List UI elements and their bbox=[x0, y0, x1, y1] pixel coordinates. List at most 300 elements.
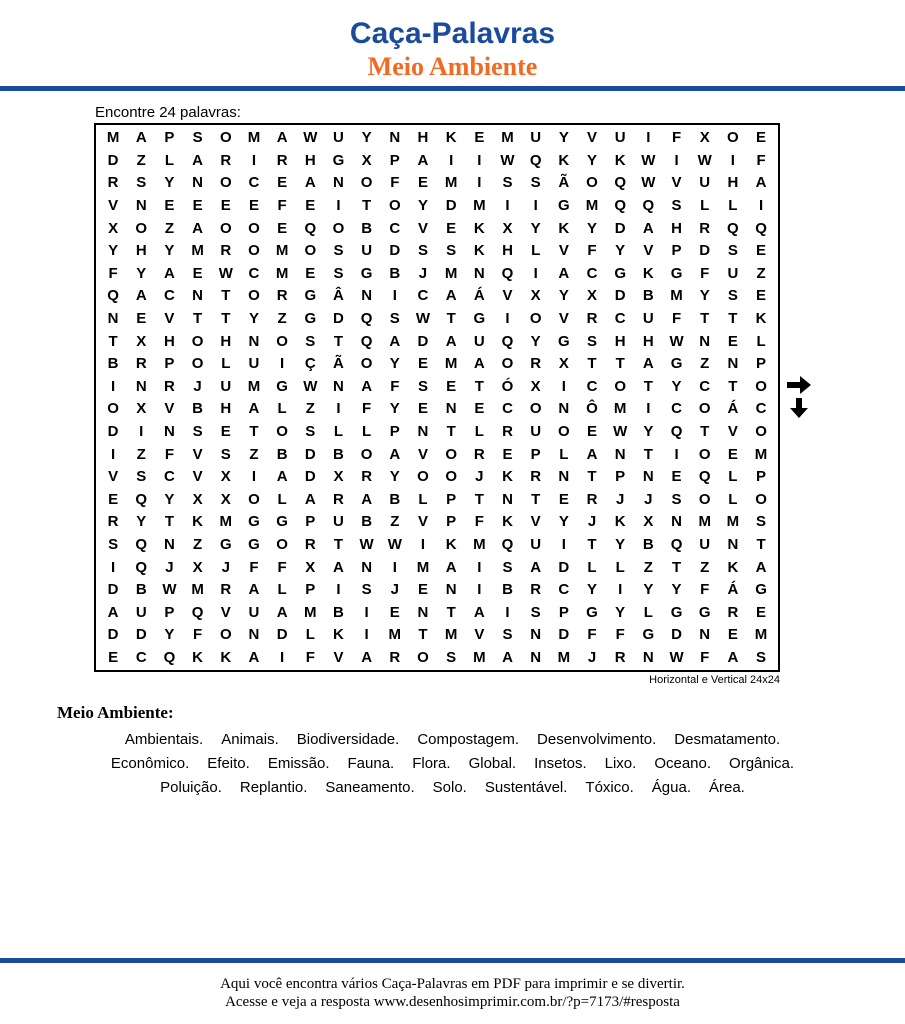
grid-cell[interactable]: J bbox=[390, 581, 399, 599]
grid-cell[interactable]: W bbox=[162, 581, 177, 599]
grid-cell[interactable]: M bbox=[726, 513, 740, 531]
grid-cell[interactable]: Q bbox=[727, 219, 739, 237]
grid-cell[interactable]: G bbox=[586, 603, 598, 621]
grid-cell[interactable]: O bbox=[248, 242, 260, 260]
grid-cell[interactable]: A bbox=[389, 332, 401, 350]
grid-cell[interactable]: M bbox=[247, 129, 261, 147]
grid-cell[interactable]: A bbox=[473, 603, 485, 621]
grid-cell[interactable]: G bbox=[304, 287, 317, 305]
grid-cell[interactable]: Á bbox=[727, 400, 739, 418]
grid-cell[interactable]: L bbox=[531, 242, 541, 260]
grid-cell[interactable]: O bbox=[219, 626, 232, 644]
grid-cell[interactable]: C bbox=[164, 287, 175, 305]
grid-cell[interactable]: M bbox=[557, 648, 571, 666]
grid-cell[interactable]: E bbox=[192, 264, 203, 282]
grid-cell[interactable]: D bbox=[333, 310, 344, 328]
grid-cell[interactable]: O bbox=[332, 219, 345, 237]
grid-cell[interactable]: B bbox=[642, 535, 654, 553]
grid-cell[interactable]: A bbox=[530, 558, 542, 576]
grid-cell[interactable]: H bbox=[135, 242, 147, 260]
grid-cell[interactable]: C bbox=[586, 377, 598, 395]
grid-cell[interactable]: G bbox=[670, 355, 683, 373]
grid-cell[interactable]: W bbox=[387, 535, 402, 553]
grid-cell[interactable]: E bbox=[277, 219, 288, 237]
grid-cell[interactable]: O bbox=[276, 423, 288, 441]
grid-cell[interactable]: N bbox=[192, 287, 204, 305]
grid-cell[interactable]: O bbox=[755, 423, 767, 441]
grid-cell[interactable]: L bbox=[756, 332, 766, 350]
grid-cell[interactable]: A bbox=[642, 219, 654, 237]
grid-cell[interactable]: P bbox=[389, 423, 400, 441]
grid-cell[interactable]: A bbox=[135, 287, 147, 305]
grid-cell[interactable]: M bbox=[247, 377, 261, 395]
grid-cell[interactable]: Z bbox=[756, 264, 766, 282]
grid-cell[interactable]: P bbox=[671, 242, 682, 260]
grid-cell[interactable]: Á bbox=[727, 581, 739, 599]
grid-cell[interactable]: G bbox=[670, 603, 683, 621]
grid-cell[interactable]: A bbox=[304, 174, 316, 192]
grid-cell[interactable]: U bbox=[248, 355, 260, 373]
grid-cell[interactable]: B bbox=[361, 513, 373, 531]
grid-cell[interactable]: M bbox=[219, 513, 233, 531]
grid-cell[interactable]: Y bbox=[136, 513, 147, 531]
grid-cell[interactable]: J bbox=[616, 490, 625, 508]
grid-cell[interactable]: G bbox=[276, 377, 288, 395]
grid-cell[interactable]: N bbox=[333, 174, 344, 192]
grid-cell[interactable]: S bbox=[446, 242, 457, 260]
grid-cell[interactable]: U bbox=[361, 242, 373, 260]
grid-cell[interactable]: F bbox=[249, 558, 259, 576]
grid-cell[interactable]: N bbox=[135, 197, 147, 215]
grid-cell[interactable]: E bbox=[417, 581, 428, 599]
grid-cell[interactable]: F bbox=[164, 445, 175, 463]
grid-cell[interactable]: D bbox=[417, 332, 429, 350]
grid-cell[interactable]: Z bbox=[164, 219, 175, 237]
grid-cell[interactable]: G bbox=[670, 264, 683, 282]
grid-cell[interactable]: F bbox=[671, 129, 682, 147]
grid-cell[interactable]: T bbox=[446, 310, 456, 328]
grid-cell[interactable]: F bbox=[305, 648, 315, 666]
grid-cell[interactable]: V bbox=[558, 310, 569, 328]
grid-cell[interactable]: I bbox=[646, 400, 651, 418]
grid-cell[interactable]: N bbox=[164, 423, 175, 441]
grid-cell[interactable]: X bbox=[530, 377, 541, 395]
grid-cell[interactable]: I bbox=[336, 400, 341, 418]
grid-cell[interactable]: O bbox=[219, 174, 232, 192]
grid-cell[interactable]: N bbox=[530, 648, 542, 666]
grid-cell[interactable]: Y bbox=[164, 626, 175, 644]
grid-cell[interactable]: Y bbox=[558, 129, 569, 147]
grid-cell[interactable]: D bbox=[304, 445, 316, 463]
grid-cell[interactable]: I bbox=[392, 558, 397, 576]
grid-cell[interactable]: W bbox=[415, 310, 431, 328]
grid-cell[interactable]: Q bbox=[360, 332, 373, 350]
grid-cell[interactable]: T bbox=[474, 377, 484, 395]
grid-cell[interactable]: Q bbox=[163, 648, 176, 666]
grid-cell[interactable]: X bbox=[136, 332, 147, 350]
grid-cell[interactable]: Y bbox=[164, 490, 175, 508]
grid-cell[interactable]: U bbox=[530, 129, 542, 147]
grid-cell[interactable]: W bbox=[697, 151, 712, 169]
grid-cell[interactable]: K bbox=[558, 219, 570, 237]
grid-cell[interactable]: F bbox=[277, 558, 287, 576]
grid-cell[interactable]: R bbox=[276, 151, 288, 169]
grid-cell[interactable]: V bbox=[502, 287, 513, 305]
grid-cell[interactable]: A bbox=[417, 151, 429, 169]
grid-cell[interactable]: P bbox=[756, 355, 767, 373]
grid-cell[interactable]: E bbox=[727, 332, 738, 350]
grid-cell[interactable]: A bbox=[361, 490, 373, 508]
grid-cell[interactable]: J bbox=[587, 648, 597, 666]
grid-cell[interactable]: D bbox=[558, 558, 570, 576]
grid-cell[interactable]: A bbox=[755, 558, 767, 576]
grid-cell[interactable]: K bbox=[502, 513, 513, 531]
grid-cell[interactable]: X bbox=[530, 287, 541, 305]
grid-cell[interactable]: M bbox=[191, 242, 204, 260]
grid-cell[interactable]: O bbox=[755, 377, 767, 395]
grid-cell[interactable]: S bbox=[192, 423, 203, 441]
grid-cell[interactable]: R bbox=[220, 581, 232, 599]
grid-cell[interactable]: O bbox=[107, 400, 119, 418]
grid-cell[interactable]: H bbox=[727, 174, 739, 192]
grid-cell[interactable]: V bbox=[108, 197, 119, 215]
grid-cell[interactable]: T bbox=[193, 310, 203, 328]
grid-cell[interactable]: D bbox=[107, 581, 119, 599]
grid-cell[interactable]: J bbox=[418, 264, 428, 282]
grid-cell[interactable]: X bbox=[361, 151, 372, 169]
grid-cell[interactable]: G bbox=[360, 264, 373, 282]
grid-cell[interactable]: A bbox=[192, 151, 204, 169]
grid-cell[interactable]: H bbox=[220, 332, 232, 350]
grid-cell[interactable]: O bbox=[360, 355, 373, 373]
grid-cell[interactable]: J bbox=[587, 513, 597, 531]
grid-cell[interactable]: E bbox=[558, 490, 569, 508]
grid-cell[interactable]: I bbox=[758, 197, 764, 215]
grid-cell[interactable]: Y bbox=[389, 400, 400, 418]
grid-cell[interactable]: T bbox=[418, 626, 428, 644]
grid-cell[interactable]: N bbox=[248, 332, 260, 350]
grid-cell[interactable]: E bbox=[502, 445, 513, 463]
grid-cell[interactable]: E bbox=[277, 174, 288, 192]
grid-cell[interactable]: O bbox=[248, 287, 260, 305]
grid-cell[interactable]: I bbox=[533, 197, 538, 215]
grid-cell[interactable]: Z bbox=[305, 400, 315, 418]
grid-cell[interactable]: W bbox=[218, 264, 233, 282]
grid-cell[interactable]: Z bbox=[136, 445, 146, 463]
grid-cell[interactable]: K bbox=[614, 513, 626, 531]
grid-cell[interactable]: C bbox=[502, 400, 513, 418]
grid-cell[interactable]: E bbox=[164, 197, 175, 215]
grid-cell[interactable]: D bbox=[276, 626, 288, 644]
grid-cell[interactable]: Y bbox=[615, 535, 626, 553]
grid-cell[interactable]: L bbox=[587, 558, 597, 576]
grid-cell[interactable]: U bbox=[699, 174, 711, 192]
grid-cell[interactable]: J bbox=[644, 490, 653, 508]
grid-cell[interactable]: I bbox=[674, 151, 679, 169]
grid-cell[interactable]: E bbox=[587, 423, 598, 441]
grid-cell[interactable]: T bbox=[446, 423, 456, 441]
grid-cell[interactable]: I bbox=[139, 423, 144, 441]
grid-cell[interactable]: T bbox=[643, 377, 653, 395]
grid-cell[interactable]: E bbox=[727, 445, 738, 463]
grid-cell[interactable]: X bbox=[305, 558, 316, 576]
grid-cell[interactable]: Y bbox=[164, 174, 175, 192]
grid-cell[interactable]: M bbox=[444, 174, 458, 192]
grid-cell[interactable]: M bbox=[444, 355, 458, 373]
grid-cell[interactable]: K bbox=[642, 264, 654, 282]
grid-cell[interactable]: O bbox=[614, 377, 627, 395]
grid-cell[interactable]: G bbox=[332, 151, 345, 169]
grid-cell[interactable]: N bbox=[558, 468, 570, 486]
grid-cell[interactable]: T bbox=[700, 423, 710, 441]
grid-cell[interactable]: N bbox=[107, 310, 119, 328]
grid-cell[interactable]: T bbox=[728, 377, 738, 395]
grid-cell[interactable]: H bbox=[502, 242, 513, 260]
grid-cell[interactable]: R bbox=[530, 355, 542, 373]
grid-cell[interactable]: Y bbox=[164, 242, 175, 260]
grid-cell[interactable]: M bbox=[473, 648, 486, 666]
grid-cell[interactable]: O bbox=[276, 332, 288, 350]
grid-cell[interactable]: D bbox=[304, 468, 316, 486]
grid-cell[interactable]: T bbox=[671, 558, 682, 576]
grid-cell[interactable]: C bbox=[614, 310, 626, 328]
grid-cell[interactable]: U bbox=[473, 332, 485, 350]
grid-cell[interactable]: O bbox=[501, 355, 514, 373]
grid-cell[interactable]: Á bbox=[473, 287, 485, 305]
grid-cell[interactable]: E bbox=[756, 242, 767, 260]
grid-cell[interactable]: L bbox=[164, 151, 175, 169]
grid-cell[interactable]: S bbox=[502, 558, 513, 576]
grid-cell[interactable]: A bbox=[192, 219, 204, 237]
grid-cell[interactable]: Q bbox=[135, 490, 148, 508]
grid-cell[interactable]: Z bbox=[193, 535, 203, 553]
grid-cell[interactable]: N bbox=[248, 626, 260, 644]
grid-cell[interactable]: E bbox=[671, 468, 682, 486]
grid-cell[interactable]: R bbox=[586, 310, 598, 328]
grid-cell[interactable]: W bbox=[669, 648, 684, 666]
grid-cell[interactable]: R bbox=[304, 535, 316, 553]
grid-cell[interactable]: Y bbox=[248, 310, 259, 328]
grid-cell[interactable]: I bbox=[505, 310, 510, 328]
grid-cell[interactable]: F bbox=[474, 513, 484, 531]
grid-cell[interactable]: I bbox=[111, 377, 116, 395]
grid-cell[interactable]: V bbox=[220, 603, 231, 621]
grid-cell[interactable]: V bbox=[587, 129, 598, 147]
grid-cell[interactable]: Y bbox=[558, 513, 569, 531]
grid-cell[interactable]: I bbox=[280, 355, 285, 373]
grid-cell[interactable]: L bbox=[362, 423, 372, 441]
grid-cell[interactable]: L bbox=[728, 490, 738, 508]
grid-cell[interactable]: I bbox=[364, 626, 369, 644]
grid-cell[interactable]: P bbox=[446, 490, 457, 508]
grid-cell[interactable]: C bbox=[389, 219, 401, 237]
grid-cell[interactable]: I bbox=[251, 468, 257, 486]
grid-cell[interactable]: A bbox=[164, 264, 175, 282]
grid-cell[interactable]: O bbox=[698, 445, 711, 463]
grid-cell[interactable]: C bbox=[671, 400, 682, 418]
grid-cell[interactable]: F bbox=[193, 626, 203, 644]
grid-cell[interactable]: H bbox=[614, 332, 626, 350]
grid-cell[interactable]: S bbox=[136, 468, 147, 486]
grid-cell[interactable]: M bbox=[275, 242, 289, 260]
grid-cell[interactable]: X bbox=[587, 287, 598, 305]
grid-cell[interactable]: C bbox=[755, 400, 767, 418]
grid-cell[interactable]: H bbox=[417, 129, 429, 147]
grid-cell[interactable]: T bbox=[587, 468, 597, 486]
grid-cell[interactable]: L bbox=[474, 423, 484, 441]
grid-cell[interactable]: O bbox=[360, 174, 373, 192]
grid-cell[interactable]: F bbox=[671, 310, 682, 328]
grid-cell[interactable]: Y bbox=[643, 423, 654, 441]
grid-cell[interactable]: I bbox=[561, 377, 566, 395]
grid-cell[interactable]: A bbox=[502, 648, 513, 666]
grid-cell[interactable]: X bbox=[333, 468, 344, 486]
grid-cell[interactable]: O bbox=[135, 219, 148, 237]
grid-cell[interactable]: Y bbox=[136, 264, 147, 282]
grid-cell[interactable]: S bbox=[361, 581, 372, 599]
grid-cell[interactable]: P bbox=[305, 581, 316, 599]
grid-cell[interactable]: T bbox=[643, 445, 653, 463]
grid-cell[interactable]: R bbox=[135, 355, 147, 373]
grid-cell[interactable]: L bbox=[277, 400, 287, 418]
grid-cell[interactable]: U bbox=[642, 310, 654, 328]
grid-cell[interactable]: U bbox=[699, 535, 711, 553]
grid-cell[interactable]: N bbox=[558, 400, 570, 418]
grid-cell[interactable]: N bbox=[417, 603, 429, 621]
grid-cell[interactable]: M bbox=[106, 129, 120, 147]
grid-cell[interactable]: B bbox=[276, 445, 288, 463]
grid-cell[interactable]: I bbox=[646, 129, 651, 147]
grid-cell[interactable]: B bbox=[502, 581, 513, 599]
grid-cell[interactable]: C bbox=[699, 377, 711, 395]
grid-cell[interactable]: S bbox=[502, 174, 513, 192]
grid-cell[interactable]: S bbox=[220, 445, 231, 463]
grid-cell[interactable]: Z bbox=[700, 355, 710, 373]
grid-cell[interactable]: N bbox=[445, 400, 457, 418]
grid-cell[interactable]: R bbox=[220, 151, 232, 169]
grid-cell[interactable]: T bbox=[362, 197, 372, 215]
grid-cell[interactable]: N bbox=[389, 129, 401, 147]
grid-cell[interactable]: Q bbox=[135, 535, 148, 553]
grid-cell[interactable]: O bbox=[304, 242, 317, 260]
grid-cell[interactable]: P bbox=[164, 129, 175, 147]
grid-cell[interactable]: S bbox=[333, 264, 344, 282]
grid-cell[interactable]: F bbox=[587, 626, 597, 644]
grid-cell[interactable]: G bbox=[219, 535, 232, 553]
grid-cell[interactable]: D bbox=[558, 626, 570, 644]
grid-cell[interactable]: O bbox=[445, 468, 457, 486]
grid-cell[interactable]: J bbox=[475, 468, 484, 486]
grid-cell[interactable]: S bbox=[727, 242, 738, 260]
grid-cell[interactable]: J bbox=[193, 377, 202, 395]
grid-cell[interactable]: U bbox=[248, 603, 260, 621]
grid-cell[interactable]: C bbox=[248, 264, 260, 282]
grid-cell[interactable]: K bbox=[473, 219, 485, 237]
grid-cell[interactable]: N bbox=[192, 174, 204, 192]
grid-cell[interactable]: N bbox=[727, 355, 739, 373]
grid-cell[interactable]: P bbox=[756, 468, 767, 486]
grid-cell[interactable]: C bbox=[164, 468, 175, 486]
grid-cell[interactable]: U bbox=[333, 513, 344, 531]
grid-cell[interactable]: V bbox=[643, 242, 654, 260]
grid-cell[interactable]: L bbox=[221, 355, 231, 373]
grid-cell[interactable]: E bbox=[136, 310, 147, 328]
grid-cell[interactable]: O bbox=[191, 355, 204, 373]
grid-cell[interactable]: X bbox=[558, 355, 569, 373]
grid-cell[interactable]: A bbox=[445, 287, 457, 305]
grid-cell[interactable]: O bbox=[445, 445, 457, 463]
grid-cell[interactable]: R bbox=[107, 174, 119, 192]
grid-cell[interactable]: V bbox=[417, 445, 428, 463]
grid-cell[interactable]: E bbox=[108, 648, 119, 666]
grid-cell[interactable]: T bbox=[333, 332, 344, 350]
grid-cell[interactable]: P bbox=[305, 513, 316, 531]
grid-cell[interactable]: N bbox=[164, 535, 175, 553]
grid-cell[interactable]: N bbox=[699, 332, 711, 350]
grid-cell[interactable]: A bbox=[445, 558, 457, 576]
grid-cell[interactable]: X bbox=[108, 219, 119, 237]
grid-cell[interactable]: A bbox=[586, 445, 598, 463]
grid-cell[interactable]: E bbox=[727, 626, 738, 644]
grid-cell[interactable]: O bbox=[698, 400, 711, 418]
grid-cell[interactable]: M bbox=[754, 445, 768, 463]
grid-cell[interactable]: V bbox=[671, 174, 682, 192]
grid-cell[interactable]: E bbox=[417, 174, 428, 192]
grid-cell[interactable]: G bbox=[698, 603, 711, 621]
grid-cell[interactable]: Y bbox=[615, 603, 626, 621]
grid-cell[interactable]: W bbox=[500, 151, 515, 169]
grid-cell[interactable]: Q bbox=[614, 174, 627, 192]
grid-cell[interactable]: N bbox=[614, 445, 626, 463]
grid-cell[interactable]: I bbox=[477, 174, 482, 192]
grid-cell[interactable]: O bbox=[755, 490, 767, 508]
grid-cell[interactable]: E bbox=[756, 603, 767, 621]
grid-cell[interactable]: E bbox=[305, 264, 316, 282]
grid-cell[interactable]: G bbox=[248, 513, 260, 531]
grid-cell[interactable]: M bbox=[473, 535, 486, 553]
grid-cell[interactable]: G bbox=[558, 332, 570, 350]
grid-cell[interactable]: A bbox=[642, 355, 654, 373]
grid-cell[interactable]: F bbox=[587, 242, 597, 260]
grid-cell[interactable]: R bbox=[220, 242, 232, 260]
grid-cell[interactable]: U bbox=[727, 264, 739, 282]
grid-cell[interactable]: P bbox=[164, 603, 175, 621]
grid-cell[interactable]: S bbox=[530, 174, 541, 192]
grid-cell[interactable]: K bbox=[755, 310, 767, 328]
grid-cell[interactable]: Ã bbox=[333, 355, 344, 373]
grid-cell[interactable]: R bbox=[699, 219, 711, 237]
grid-cell[interactable]: X bbox=[699, 129, 710, 147]
grid-cell[interactable]: A bbox=[276, 603, 288, 621]
grid-cell[interactable]: D bbox=[107, 423, 119, 441]
grid-cell[interactable]: X bbox=[220, 468, 231, 486]
grid-cell[interactable]: F bbox=[700, 581, 710, 599]
grid-cell[interactable]: J bbox=[221, 558, 230, 576]
grid-cell[interactable]: Ã bbox=[558, 174, 570, 192]
grid-cell[interactable]: S bbox=[417, 377, 428, 395]
grid-cell[interactable]: V bbox=[192, 445, 203, 463]
grid-cell[interactable]: I bbox=[505, 603, 510, 621]
grid-cell[interactable]: N bbox=[502, 490, 513, 508]
grid-cell[interactable]: N bbox=[530, 626, 542, 644]
grid-cell[interactable]: G bbox=[614, 264, 627, 282]
grid-cell[interactable]: Q bbox=[642, 197, 655, 215]
grid-cell[interactable]: O bbox=[417, 648, 429, 666]
grid-cell[interactable]: T bbox=[221, 310, 231, 328]
grid-cell[interactable]: E bbox=[446, 219, 457, 237]
grid-cell[interactable]: S bbox=[305, 423, 316, 441]
grid-cell[interactable]: F bbox=[108, 264, 118, 282]
